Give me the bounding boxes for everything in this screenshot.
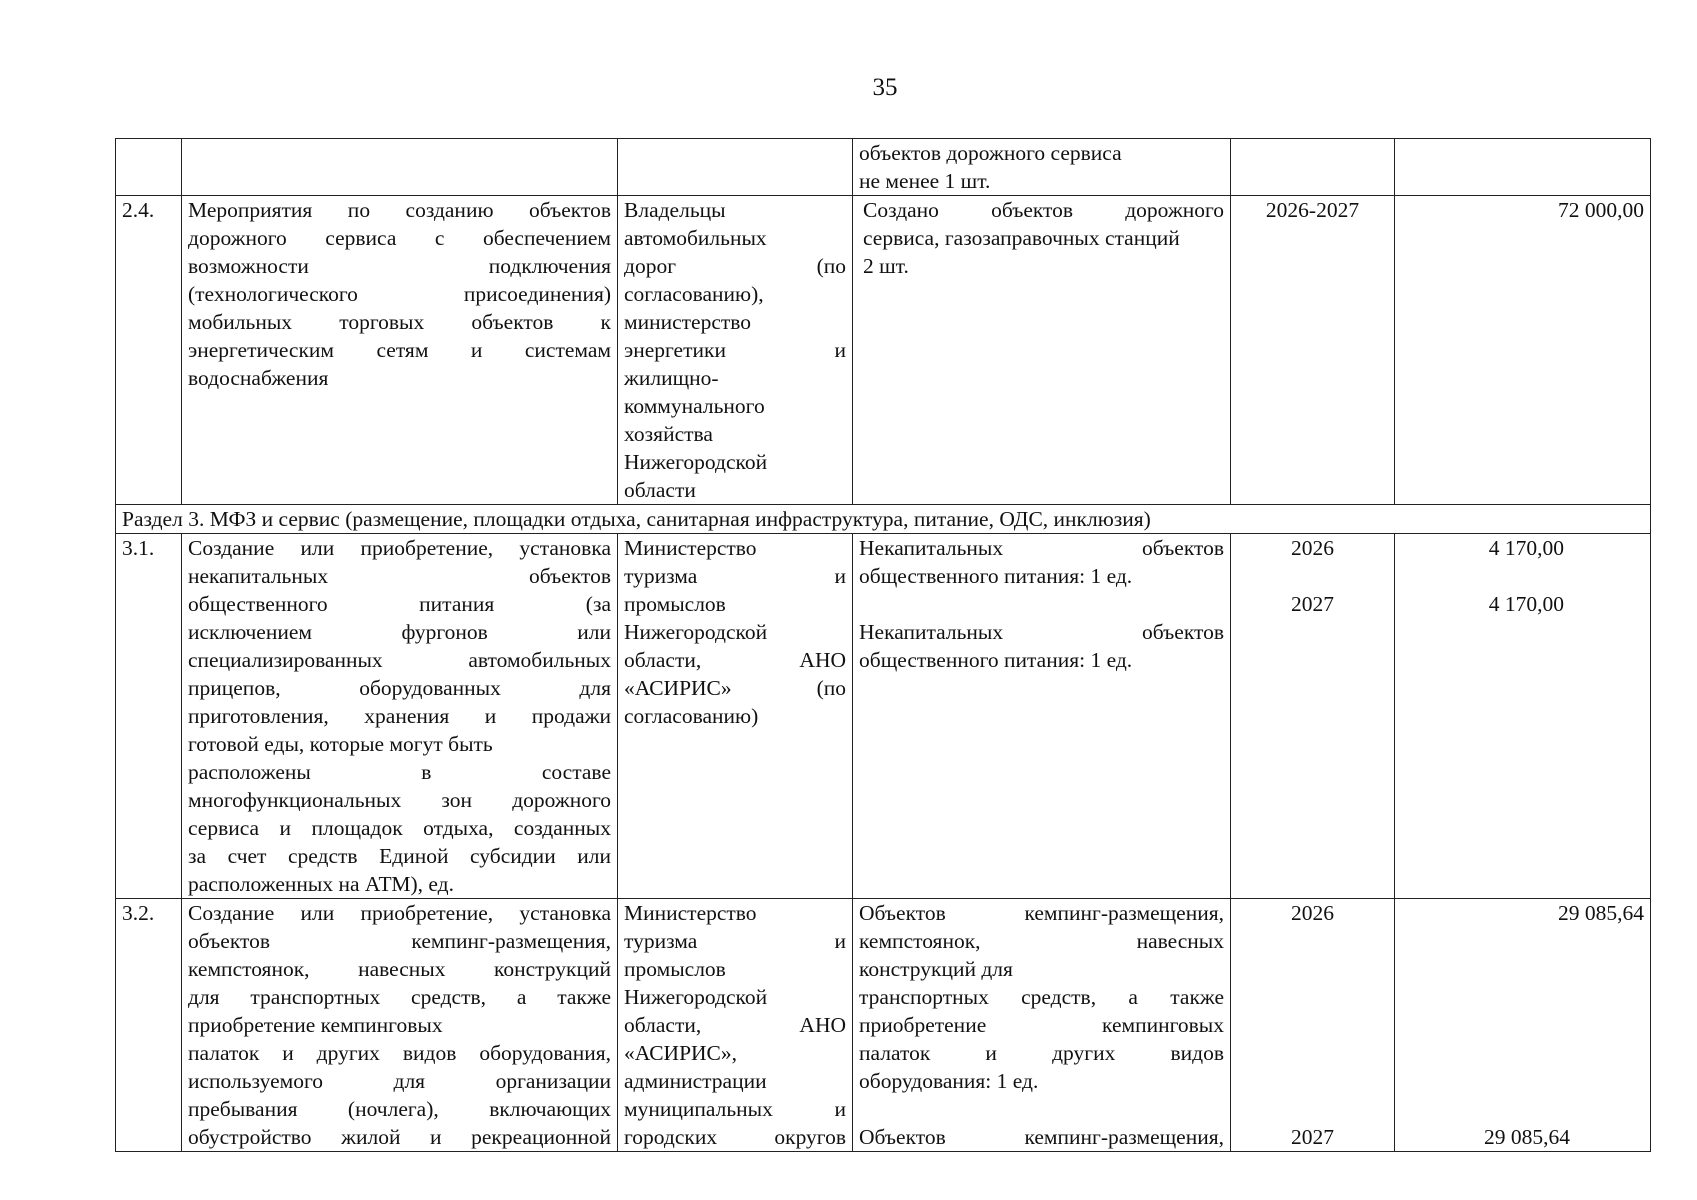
activity-line: палаток и других видов оборудования, bbox=[188, 1041, 611, 1065]
activity-line: Мероприятия по созданию объектов bbox=[188, 198, 611, 222]
activity-line: расположенных на АТМ), ед. bbox=[188, 872, 454, 896]
result-cell bbox=[853, 196, 1231, 505]
executor-line: «АСИРИС» (по bbox=[624, 676, 846, 700]
years-cell bbox=[1231, 139, 1395, 196]
spacer bbox=[859, 590, 1224, 618]
result-cell bbox=[853, 139, 1231, 196]
executor-line: «АСИРИС», bbox=[624, 1041, 738, 1065]
executor-line: дорог (по bbox=[624, 254, 846, 278]
activity-line: мобильных торговых объектов к bbox=[188, 310, 611, 334]
result-line: объектов дорожного сервиса bbox=[859, 141, 1122, 165]
activity-line: (технологического присоединения) bbox=[188, 282, 611, 306]
years-cell bbox=[1231, 899, 1395, 1152]
result-line: не менее 1 шт. bbox=[859, 169, 991, 193]
result-line: транспортных средств, а также bbox=[859, 985, 1224, 1009]
executor-line: Владельцы bbox=[624, 198, 726, 222]
amount-value: 29 085,64 bbox=[1484, 1125, 1570, 1149]
table-row bbox=[116, 139, 1651, 196]
activity-cell bbox=[182, 139, 618, 196]
executor-line: Нижегородской bbox=[624, 450, 768, 474]
executor-line: туризма и bbox=[624, 929, 846, 953]
activity-cell bbox=[182, 534, 618, 899]
executor-line: Нижегородской bbox=[624, 620, 768, 644]
activity-line: специализированных автомобильных bbox=[188, 648, 611, 672]
activity-line: общественного питания (за bbox=[188, 592, 611, 616]
amount-value: 4 170,00 bbox=[1488, 536, 1564, 560]
section-title: Раздел 3. МФЗ и сервис (размещение, площадки отдыха, санитарная инфраструктура, питание, ОДС, инклюзия) bbox=[116, 505, 1651, 534]
activity-line: некапитальных объектов bbox=[188, 564, 611, 588]
executor-line: области, АНО bbox=[624, 1013, 846, 1037]
table-row bbox=[116, 196, 1651, 505]
table-row bbox=[116, 899, 1651, 1152]
result-line: общественного питания: 1 ед. bbox=[859, 648, 1133, 672]
program-table bbox=[115, 138, 1651, 1152]
result-line: общественного питания: 1 ед. bbox=[859, 564, 1133, 588]
activity-line: пребывания (ночлега), включающих bbox=[188, 1097, 611, 1121]
executor-line: области, АНО bbox=[624, 648, 846, 672]
row-number-cell: 3.1. bbox=[116, 534, 182, 899]
executor-line: жилищно- bbox=[624, 366, 719, 390]
activity-line: готовой еды, которые могут быть bbox=[188, 732, 493, 756]
amount-value: 72 000,00 bbox=[1558, 198, 1644, 222]
activity-line: для транспортных средств, а также bbox=[188, 985, 611, 1009]
activity-cell bbox=[182, 196, 618, 505]
years-cell bbox=[1231, 196, 1395, 505]
activity-line: Создание или приобретение, установка bbox=[188, 536, 611, 560]
amount-cell bbox=[1395, 899, 1651, 1152]
executor-line: хозяйства bbox=[624, 422, 713, 446]
result-line: Объектов кемпинг-размещения, bbox=[859, 1125, 1224, 1149]
result-cell bbox=[853, 534, 1231, 899]
executor-line: городских округов bbox=[624, 1125, 846, 1149]
executor-line: коммунального bbox=[624, 394, 765, 418]
result-line: сервиса, газозаправочных станций bbox=[863, 226, 1180, 250]
executor-line: согласованию) bbox=[624, 704, 759, 728]
year-value: 2026 bbox=[1291, 901, 1334, 925]
result-line: 2 шт. bbox=[863, 254, 909, 278]
activity-line: объектов кемпинг-размещения, bbox=[188, 929, 611, 953]
amount-cell bbox=[1395, 534, 1651, 899]
executor-line: администрации bbox=[624, 1069, 767, 1093]
result-line: Некапитальных объектов bbox=[859, 620, 1224, 644]
activity-line: расположены в составе bbox=[188, 760, 611, 784]
executor-line: энергетики и bbox=[624, 338, 846, 362]
spacer bbox=[1237, 562, 1388, 590]
spacer bbox=[1401, 562, 1564, 590]
result-line: приобретение кемпинговых bbox=[859, 1013, 1224, 1037]
section-row bbox=[116, 505, 1651, 534]
result-line: кемпстоянок, навесных bbox=[859, 929, 1224, 953]
activity-line: используемого для организации bbox=[188, 1069, 611, 1093]
amount-cell bbox=[1395, 196, 1651, 505]
amount-cell bbox=[1395, 139, 1651, 196]
activity-line: возможности подключения bbox=[188, 254, 611, 278]
activity-line: водоснабжения bbox=[188, 366, 329, 390]
executor-line: автомобильных bbox=[624, 226, 767, 250]
year-value: 2027 bbox=[1291, 592, 1334, 616]
result-line: палаток и других видов bbox=[859, 1041, 1224, 1065]
executor-cell bbox=[618, 534, 853, 899]
spacer bbox=[859, 1095, 1224, 1123]
page-number: 35 bbox=[872, 74, 898, 101]
activity-line: многофункциональных зон дорожного bbox=[188, 788, 611, 812]
row-number-cell: 2.4. bbox=[116, 196, 182, 505]
executor-line: муниципальных и bbox=[624, 1097, 846, 1121]
year-value: 2026 bbox=[1291, 536, 1334, 560]
year-value: 2027 bbox=[1291, 1125, 1334, 1149]
executor-line: туризма и bbox=[624, 564, 846, 588]
activity-line: сервиса и площадок отдыха, созданных bbox=[188, 816, 611, 840]
executor-line: Нижегородской bbox=[624, 985, 768, 1009]
activity-line: обустройство жилой и рекреационной bbox=[188, 1125, 611, 1149]
years-cell bbox=[1231, 534, 1395, 899]
row-number-cell bbox=[116, 139, 182, 196]
executor-cell bbox=[618, 139, 853, 196]
activity-line: Создание или приобретение, установка bbox=[188, 901, 611, 925]
activity-line: энергетическим сетям и системам bbox=[188, 338, 611, 362]
executor-line: министерство bbox=[624, 310, 752, 334]
executor-cell bbox=[618, 196, 853, 505]
activity-line: прицепов, оборудованных для bbox=[188, 676, 611, 700]
activity-line: кемпстоянок, навесных конструкций bbox=[188, 957, 611, 981]
year-value: 2026-2027 bbox=[1265, 198, 1360, 222]
activity-cell bbox=[182, 899, 618, 1152]
row-number-cell: 3.2. bbox=[116, 899, 182, 1152]
executor-line: области bbox=[624, 478, 696, 502]
amount-value: 4 170,00 bbox=[1488, 592, 1564, 616]
amount-value: 29 085,64 bbox=[1558, 901, 1644, 925]
activity-line: за счет средств Единой субсидии или bbox=[188, 844, 611, 868]
result-line: Некапитальных объектов bbox=[859, 536, 1224, 560]
result-line: оборудования: 1 ед. bbox=[859, 1069, 1039, 1093]
result-cell bbox=[853, 899, 1231, 1152]
result-line: Создано объектов дорожного bbox=[863, 198, 1224, 222]
executor-line: согласованию), bbox=[624, 282, 764, 306]
executor-line: промыслов bbox=[624, 957, 726, 981]
executor-cell bbox=[618, 899, 853, 1152]
executor-line: Министерство bbox=[624, 901, 757, 925]
result-line: Объектов кемпинг-размещения, bbox=[859, 901, 1224, 925]
activity-line: приготовления, хранения и продажи bbox=[188, 704, 611, 728]
executor-line: промыслов bbox=[624, 592, 726, 616]
activity-line: исключением фургонов или bbox=[188, 620, 611, 644]
activity-line: дорожного сервиса с обеспечением bbox=[188, 226, 611, 250]
activity-line: приобретение кемпинговых bbox=[188, 1013, 443, 1037]
executor-line: Министерство bbox=[624, 536, 757, 560]
result-line: конструкций для bbox=[859, 957, 1013, 981]
table-row bbox=[116, 534, 1651, 899]
